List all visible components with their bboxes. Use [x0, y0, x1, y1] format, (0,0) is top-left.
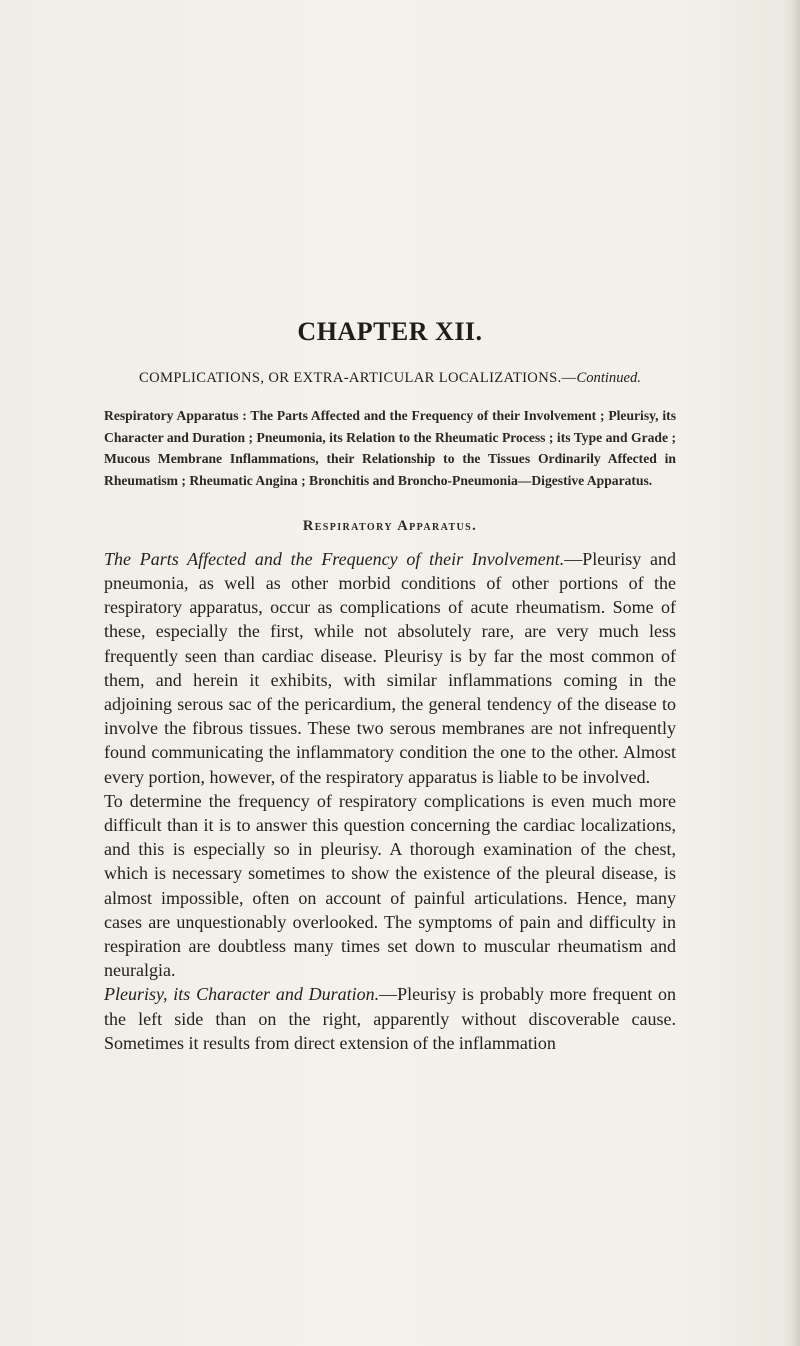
chapter-title: CHAPTER XII. — [297, 317, 483, 346]
paragraph-1 — [104, 547, 676, 789]
subtitle-main: COMPLICATIONS, OR EXTRA-ARTICULAR LOCALIZATIONS.— — [139, 370, 577, 386]
chapter-synopsis: Respiratory Apparatus : The Parts Affected and the Frequency of their Involvement ; Pleurisy, its Character and Duration ; Pneumonia, its Relation to the Rheumatic Process ; its Type and Grade ; Mucous Membrane Inflammations, their Relationship to the Tissues Ordinarily Affected in Rheumatism ; Rheumatic Angina ; Bronchitis and Broncho-Pneumonia—Digestive Apparatus. — [104, 408, 676, 489]
subtitle-continued: Continued. — [576, 370, 641, 386]
paragraph-3-lead: Pleurisy, its Character and Duration. — [104, 984, 380, 1005]
paragraph-2 — [104, 789, 676, 983]
paragraph-2-text: To determine the frequency of respiratory complications is even much more difficult than it is to answer this question concerning the cardiac localizations, and this is especially so in pleurisy. A thorough examination of the chest, which is necessary sometimes to show the existence of the pleural disease, is almost impossible, often on account of painful articulations. Hence, many cases are unquestionably overlooked. The symptoms of pain and difficulty in respiration are doubtless many times set down to muscular rheumatism and neuralgia. — [104, 790, 676, 981]
paragraph-3-text: —Pleurisy is probably more frequent on the left side than on the right, apparently without discoverable cause. Sometimes it results from direct extension of the inflammation — [104, 984, 676, 1053]
page-edge-shadow — [784, 0, 800, 1346]
section-heading: Respiratory Apparatus. — [302, 517, 478, 534]
paragraph-3 — [104, 982, 676, 1055]
page-content — [104, 300, 676, 1055]
paragraph-1-lead: The Parts Affected and the Frequency of their Involvement. — [104, 548, 565, 569]
paragraph-1-text: —Pleurisy and pneumonia, as well as other morbid conditions of other portions of the respiratory apparatus, occur as complications of acute rheumatism. Some of these, especially the first, while not absolutely rare, are very much less frequently seen than cardiac disease. Pleurisy is by far the most common of them, and herein it exhibits, with similar inflammations coming in the adjoining serous sac of the pericardium, the general tendency of the disease to involve the fibrous tissues. These two serous membranes are not infrequently found communicating the inflammatory condition the one to the other. Almost every portion, however, of the respiratory apparatus is liable to be involved. — [104, 548, 676, 787]
body-text — [104, 547, 676, 1055]
chapter-subtitle — [99, 370, 681, 387]
